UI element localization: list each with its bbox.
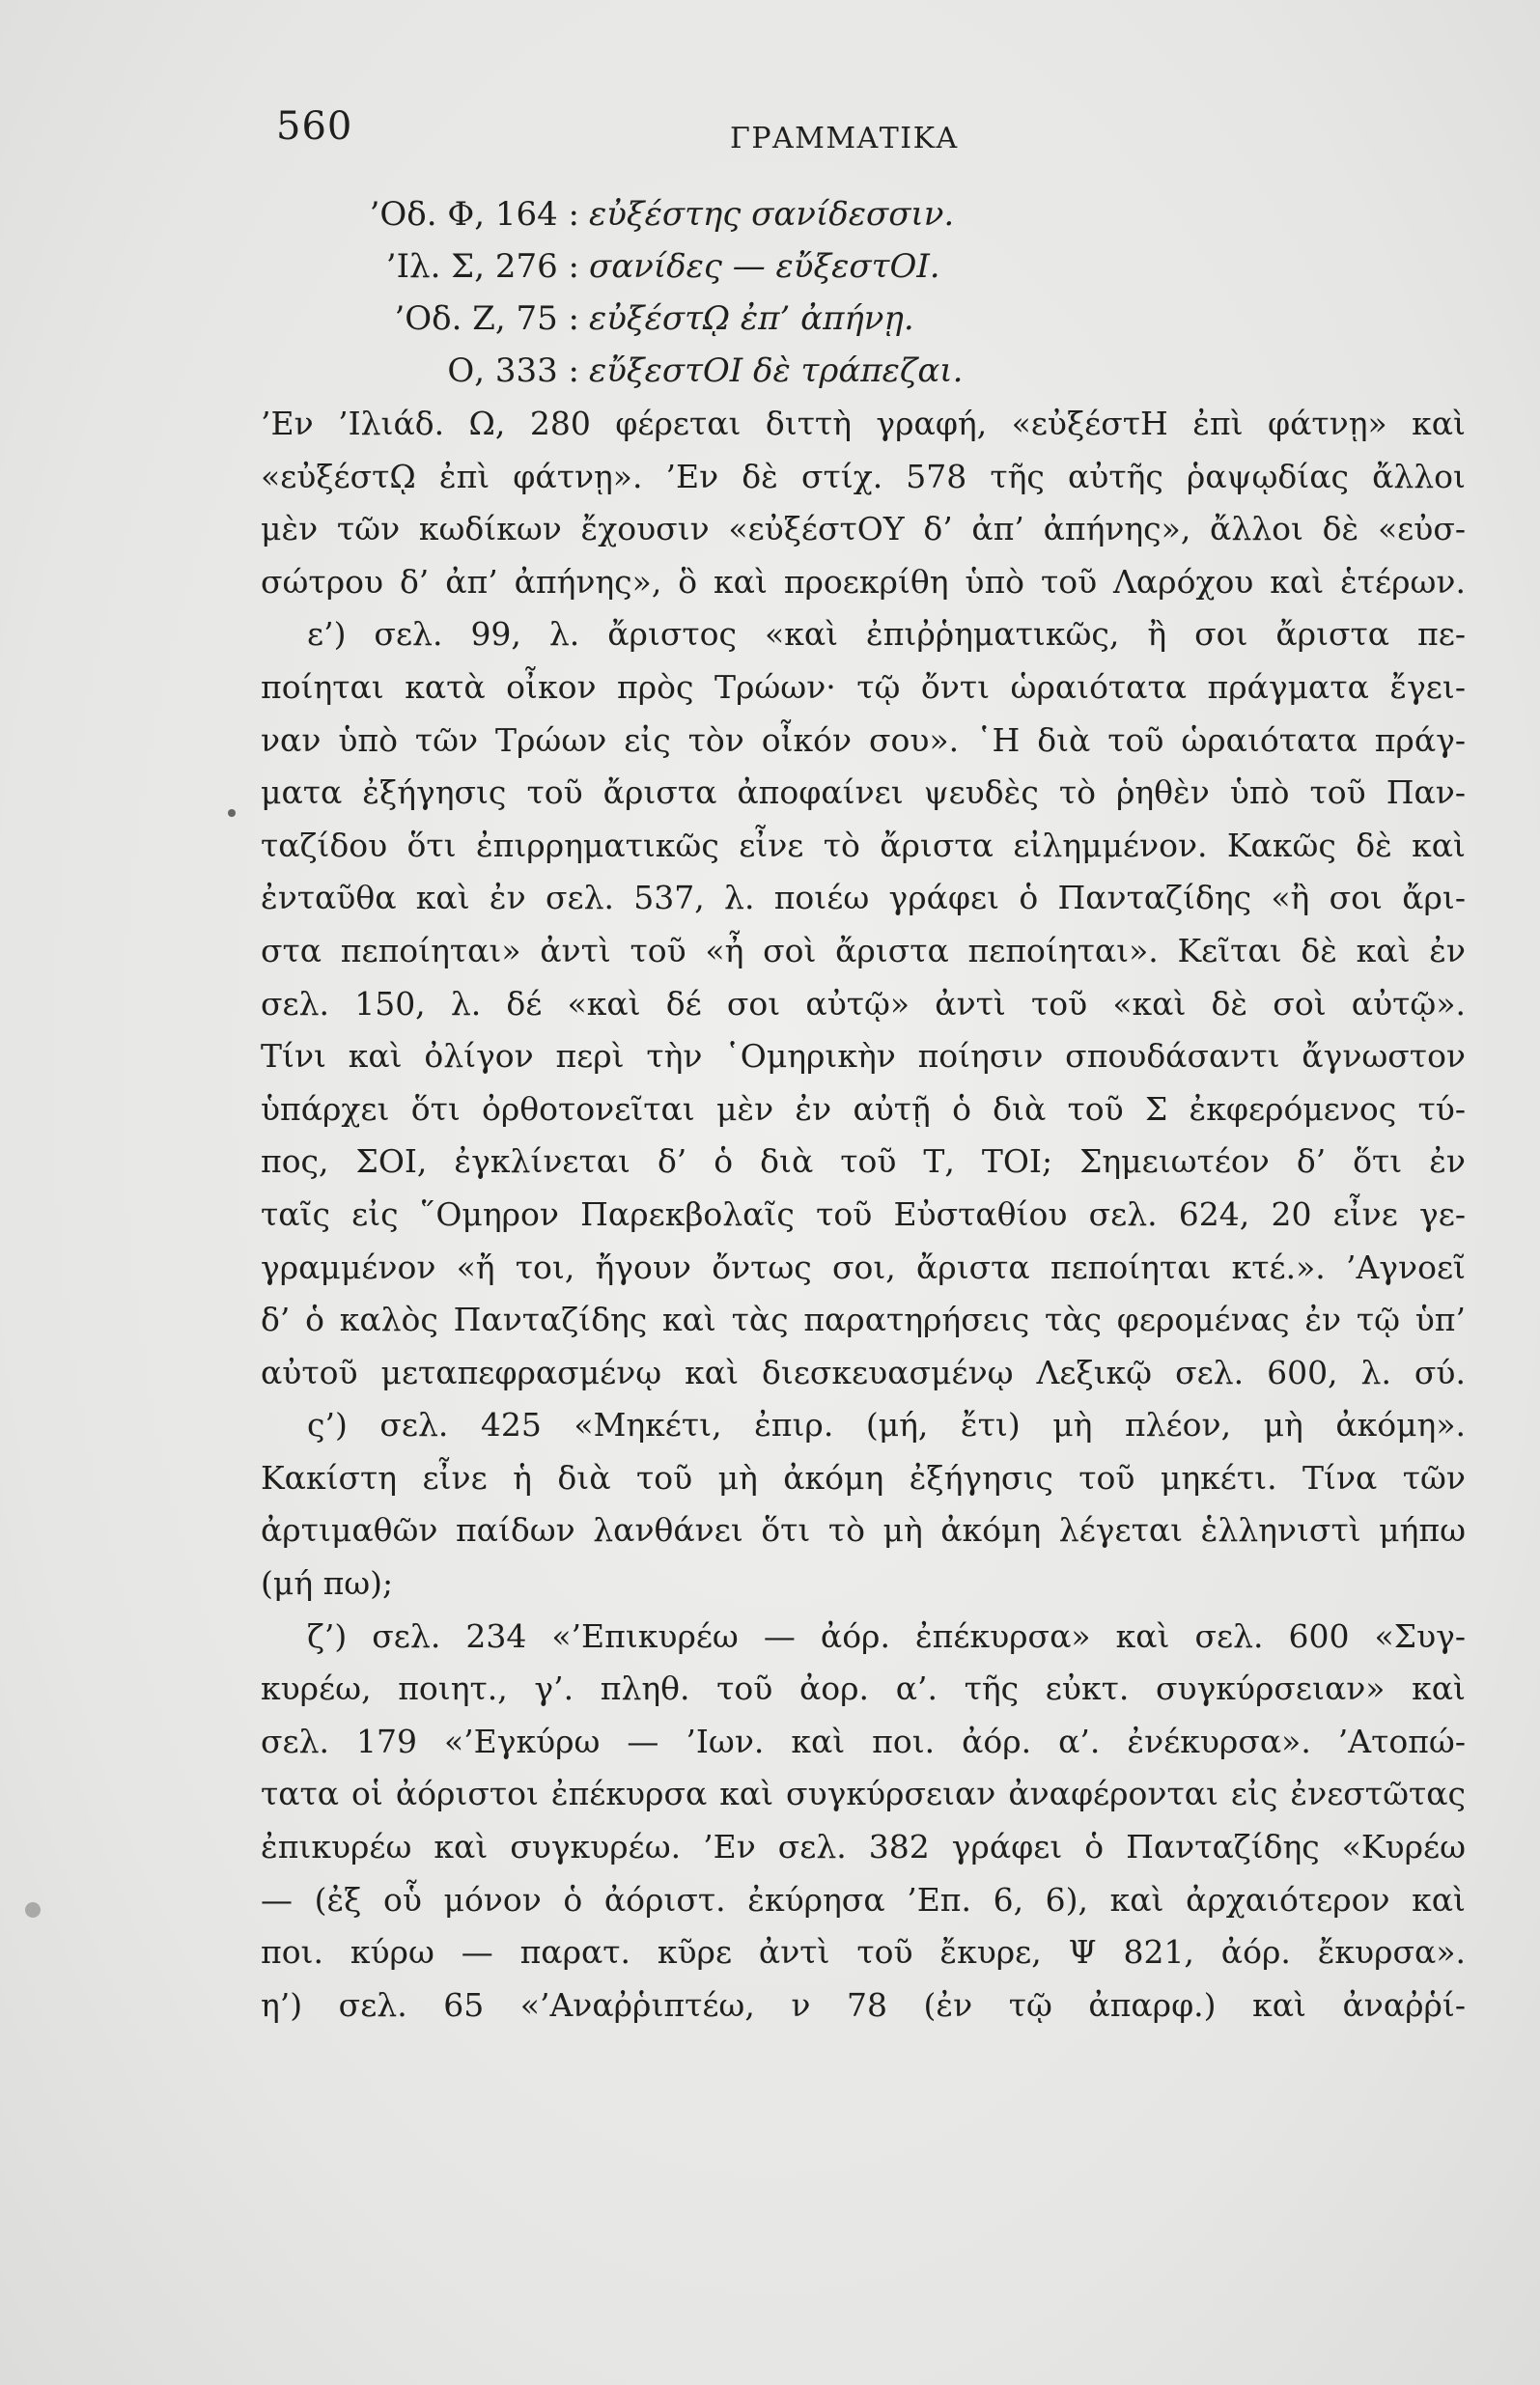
page-number: 560 bbox=[276, 104, 353, 149]
text-line: ταῖς εἰς ῞Ομηρον Παρεκβολαῖς τοῦ Εὐσταθίου σελ. 624, 20 εἶνε γε- bbox=[261, 1194, 1466, 1233]
reference-text: εὐξέστης σανίδεσσιν. bbox=[589, 195, 955, 234]
reference-text: εὐξέστῼ ἐπ’ ἀπήνῃ. bbox=[589, 299, 914, 338]
text-line: ποι. κύρω — παρατ. κῦρε ἀντὶ τοῦ ἔκυρε, Ψ 821, ἀόρ. ἔκυρσα». bbox=[261, 1933, 1466, 1972]
reference-line bbox=[290, 188, 966, 240]
reference-list bbox=[290, 188, 966, 397]
text-line: ἀρτιμαθῶν παίδων λανθάνει ὅτι τὸ μὴ ἀκόμη λέγεται ἑλληνιστὶ μήπω bbox=[261, 1511, 1466, 1550]
text-line: σώτρου δ’ ἀπ’ ἀπήνης», ὃ καὶ προεκρίθη ὑπὸ τοῦ Λαρόχου καὶ ἑτέρων. bbox=[261, 562, 1466, 601]
text-line: ματα ἐξήγησις τοῦ ἄριστα ἀποφαίνει ψευδὲς τὸ ῥηθὲν ὑπὸ τοῦ Παν- bbox=[261, 773, 1466, 812]
reference-line bbox=[290, 345, 966, 397]
reference-label: ’Οδ. Φ, 164 : bbox=[369, 195, 579, 234]
reference-line bbox=[290, 293, 966, 345]
body-text bbox=[261, 398, 1466, 2032]
text-line: δ’ ὁ καλὸς Πανταζίδης καὶ τὰς παρατηρήσεις τὰς φερομένας ἐν τῷ ὑπ’ bbox=[261, 1301, 1466, 1339]
text-line: ἐπικυρέω καὶ συγκυρέω. ’Εν σελ. 382 γράφει ὁ Πανταζίδης «Κυρέω bbox=[261, 1828, 1466, 1866]
text-line: ταζίδου ὅτι ἐπιρρηματικῶς εἶνε τὸ ἄριστα εἰλημμένον. Κακῶς δὲ καὶ bbox=[261, 826, 1466, 864]
running-title: ΓΡΑΜΜΑΤΙΚΑ bbox=[730, 122, 959, 155]
text-line: ζ’) σελ. 234 «’Επικυρέω — ἀόρ. ἐπέκυρσα» καὶ σελ. 600 «Συγ- bbox=[307, 1616, 1466, 1655]
text-line: γραμμένον «ἤ τοι, ἤγουν ὄντως σοι, ἄριστα πεποίηται κτέ.». ’Αγνοεῖ bbox=[261, 1248, 1466, 1286]
reference-label: ’Οδ. Ζ, 75 : bbox=[394, 299, 579, 338]
paper-speck bbox=[25, 1902, 41, 1918]
text-line: — (ἐξ οὗ μόνον ὁ ἀόριστ. ἐκύρησα ’Επ. 6, 6), καὶ ἀρχαιότερον καὶ bbox=[261, 1880, 1466, 1919]
text-line: «εὐξέστῼ ἐπὶ φάτνῃ». ’Εν δὲ στίχ. 578 τῆς αὐτῆς ῥαψῳδίας ἄλλοι bbox=[261, 457, 1466, 495]
text-line: Κακίστη εἶνε ἡ διὰ τοῦ μὴ ἀκόμη ἐξήγησις τοῦ μηκέτι. Τίνα τῶν bbox=[261, 1458, 1466, 1497]
text-line: (μή πω); bbox=[261, 1564, 394, 1603]
text-line: σελ. 150, λ. δέ «καὶ δέ σοι αὐτῷ» ἀντὶ τοῦ «καὶ δὲ σοὶ αὐτῷ». bbox=[261, 984, 1466, 1023]
reference-label: Ο, 333 : bbox=[447, 351, 579, 390]
text-line: η’) σελ. 65 «’Αναῤῥιπτέω, ν 78 (ἐν τῷ ἀπαρφ.) καὶ ἀναῤῥί- bbox=[261, 1985, 1466, 2024]
reference-text: σανίδες — εὔξεστΟΙ. bbox=[589, 247, 940, 286]
text-line: στα πεποίηται» ἀντὶ τοῦ «ἦ σοὶ ἄριστα πεποίηται». Κεῖται δὲ καὶ ἐν bbox=[261, 931, 1466, 969]
text-line: ναν ὑπὸ τῶν Τρώων εἰς τὸν οἶκόν σου». ῾Η διὰ τοῦ ὡραιότατα πράγ- bbox=[261, 720, 1466, 759]
text-line: τατα οἱ ἀόριστοι ἐπέκυρσα καὶ συγκύρσειαν ἀναφέρονται εἰς ἐνεστῶτας bbox=[261, 1775, 1466, 1813]
text-line: ς’) σελ. 425 «Μηκέτι, ἐπιρ. (μή, ἔτι) μὴ πλέον, μὴ ἀκόμη». bbox=[307, 1406, 1466, 1445]
text-line: σελ. 179 «’Εγκύρω — ’Ιων. καὶ ποι. ἀόρ. α’. ἐνέκυρσα». ’Ατοπώ- bbox=[261, 1722, 1466, 1760]
text-line: πος, ΣΟΙ, ἐγκλίνεται δ’ ὁ διὰ τοῦ Τ, ΤΟΙ; Σημειωτέον δ’ ὅτι ἐν bbox=[261, 1142, 1466, 1181]
text-line: ε’) σελ. 99, λ. ἄριστος «καὶ ἐπιῤῥηματικῶς, ἢ σοι ἄριστα πε- bbox=[307, 615, 1466, 654]
text-line: ἐνταῦθα καὶ ἐν σελ. 537, λ. ποιέω γράφει ὁ Πανταζίδης «ἢ σοι ἄρι- bbox=[261, 879, 1466, 917]
text-line: ὑπάρχει ὅτι ὀρθοτονεῖται μὲν ἐν αὐτῇ ὁ διὰ τοῦ Σ ἐκφερόμενος τύ- bbox=[261, 1089, 1466, 1128]
text-line: μὲν τῶν κωδίκων ἔχουσιν «εὐξέστΟΥ δ’ ἀπ’ ἀπήνης», ἄλλοι δὲ «εὐσ- bbox=[261, 510, 1466, 548]
text-line: ’Εν ’Ιλιάδ. Ω, 280 φέρεται διττὴ γραφή, «εὐξέστΗ ἐπὶ φάτνῃ» καὶ bbox=[261, 405, 1466, 442]
text-line: ποίηται κατὰ οἶκον πρὸς Τρώων· τῷ ὄντι ὡραιότατα πράγματα ἔγει- bbox=[261, 667, 1466, 706]
text-line: αὐτοῦ μεταπεφρασμένῳ καὶ διεσκευασμένῳ Λεξικῷ σελ. 600, λ. σύ. bbox=[261, 1353, 1466, 1391]
reference-label: ’Ιλ. Σ, 276 : bbox=[385, 247, 579, 286]
text-line: Τίνι καὶ ὀλίγον περὶ τὴν ῾Ομηρικὴν ποίησιν σπουδάσαντι ἄγνωστον bbox=[261, 1037, 1466, 1076]
text-line: κυρέω, ποιητ., γ’. πληθ. τοῦ ἀορ. α’. τῆς εὐκτ. συγκύρσειαν» καὶ bbox=[261, 1670, 1466, 1708]
margin-dot bbox=[228, 809, 236, 817]
reference-text: εὔξεστΟΙ δὲ τράπεζαι. bbox=[589, 351, 964, 390]
reference-line bbox=[290, 240, 966, 293]
page-header bbox=[0, 104, 1540, 162]
